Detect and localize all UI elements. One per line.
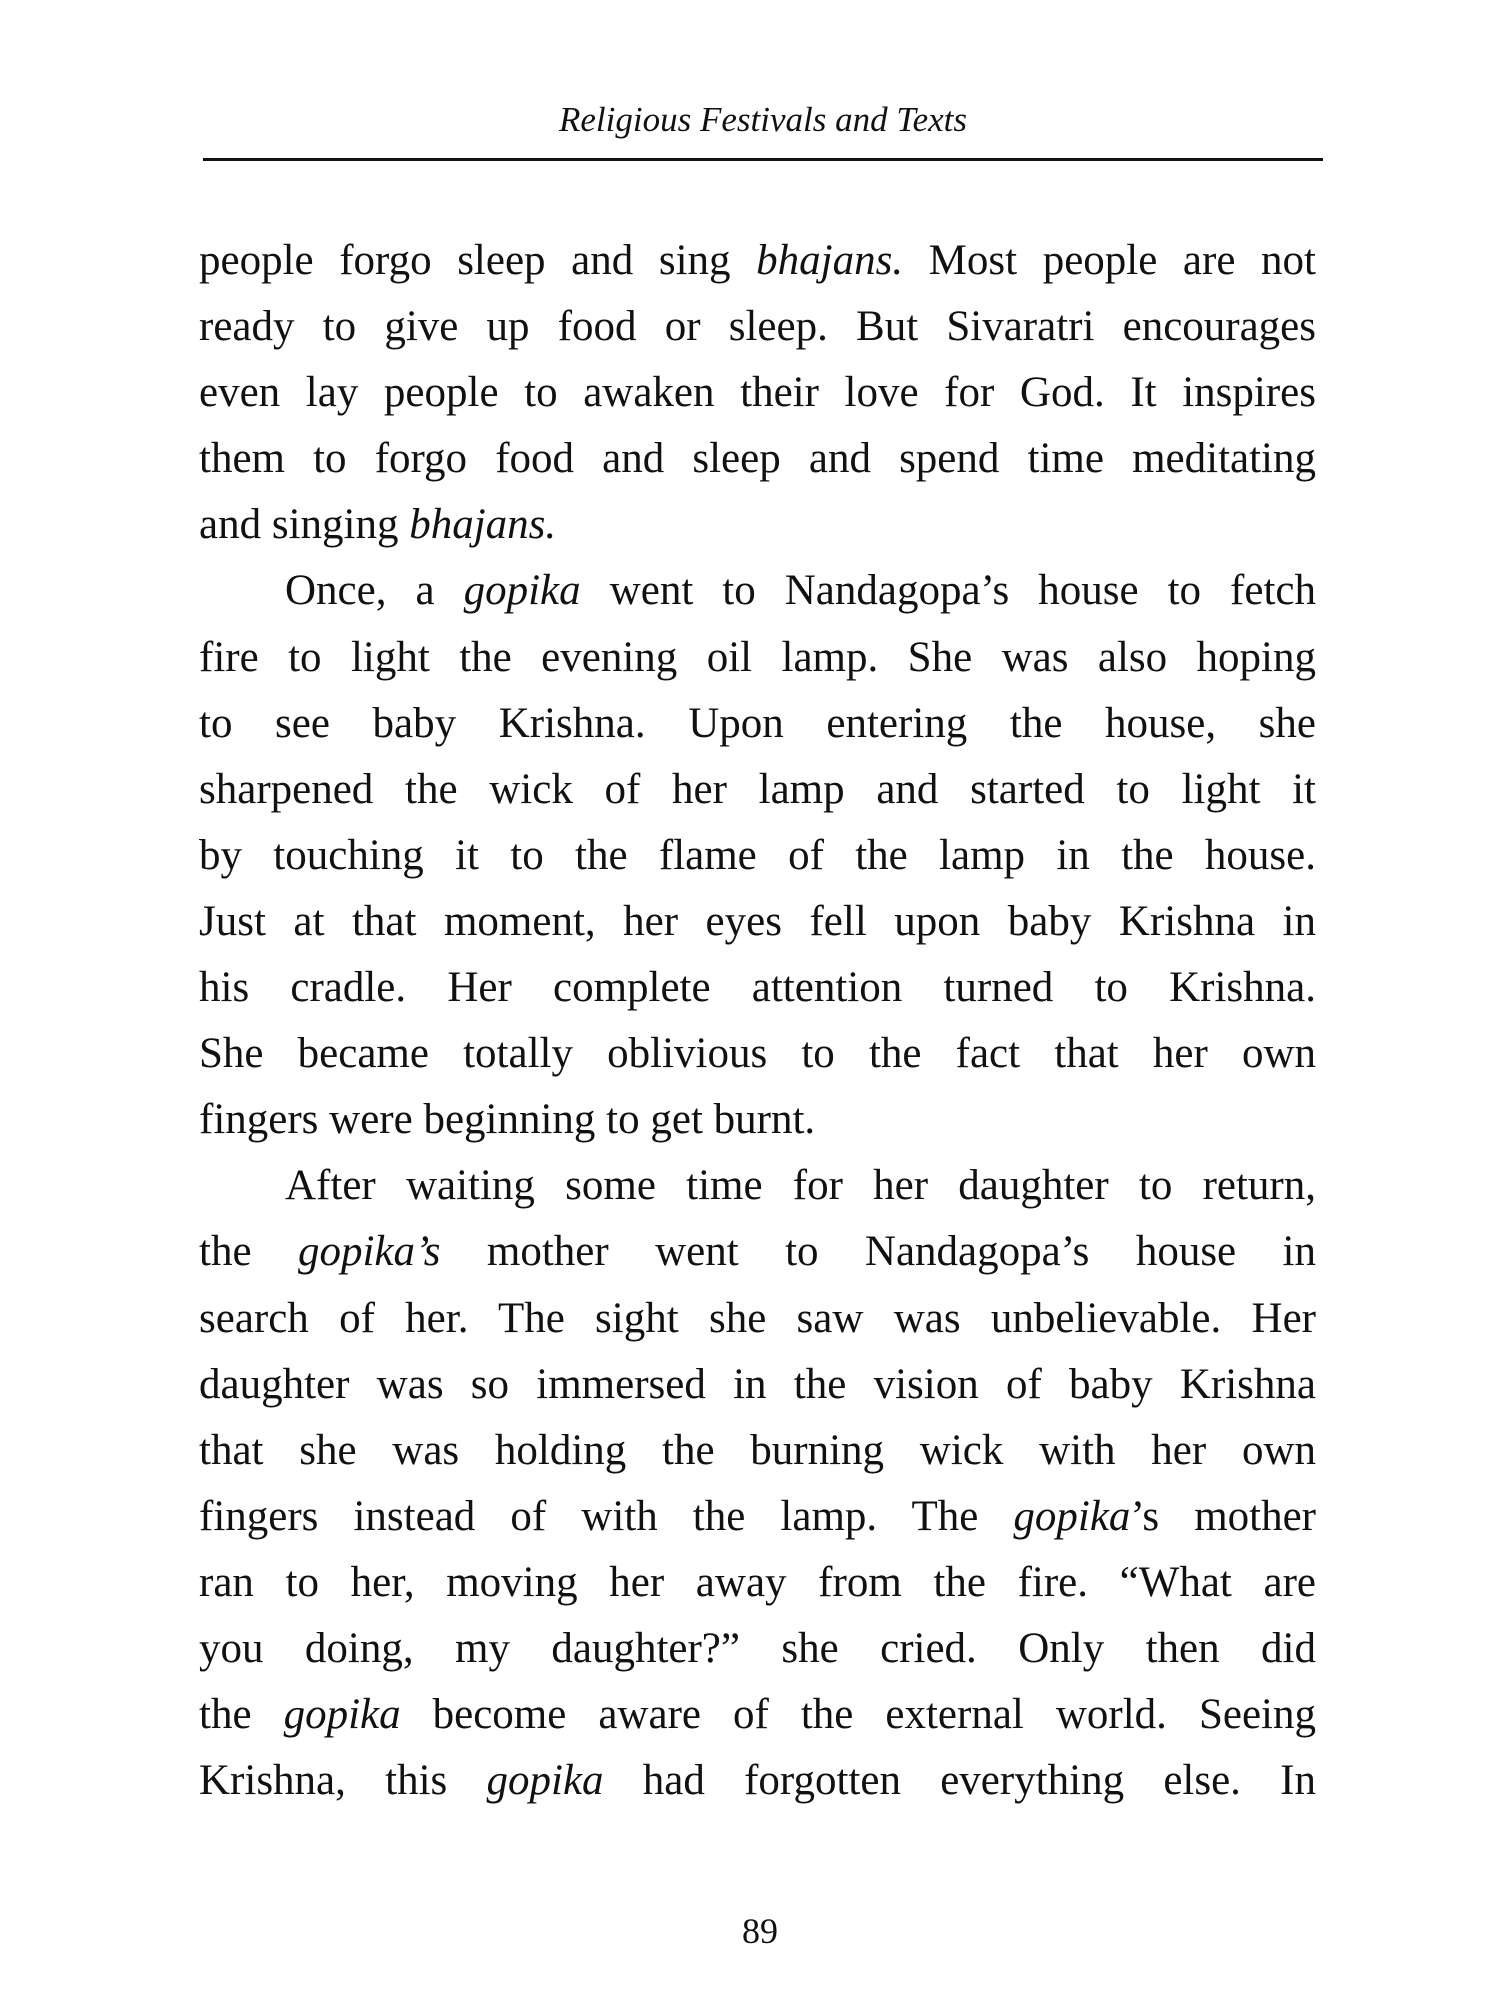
text-line <box>199 1219 1316 1285</box>
italic-term: gopika’s <box>297 1228 441 1276</box>
body-text <box>199 228 1316 1814</box>
text-segment: the <box>199 1691 284 1739</box>
text-segment: people forgo sleep and sing <box>199 237 757 284</box>
text-segment: She became totally oblivious to the fact that her own <box>199 1030 1316 1078</box>
page-number: 89 <box>742 1911 778 1951</box>
text-line <box>199 691 1316 757</box>
text-segment: After waiting some time for her daughter to return, <box>285 1162 1316 1210</box>
text-line <box>199 1418 1316 1484</box>
text-segment: to see baby Krishna. Upon entering the house, she <box>199 699 1316 747</box>
text-line <box>199 1286 1316 1352</box>
text-line <box>199 1021 1316 1087</box>
text-segment: sharpened the wick of her lamp and started to light it <box>199 765 1316 813</box>
text-line <box>199 360 1316 426</box>
text-line <box>199 558 1316 624</box>
text-segment: you doing, my daughter?” she cried. Only then did <box>199 1624 1316 1672</box>
text-line <box>199 492 1316 558</box>
text-segment: Krishna, this <box>199 1757 487 1805</box>
text-line <box>199 1087 1316 1153</box>
text-segment: Once, a <box>285 567 464 615</box>
text-segment: ready to give up food or sleep. But Sivaratri encourages <box>199 303 1316 351</box>
text-segment: even lay people to awaken their love for God. It inspires <box>199 369 1316 417</box>
text-segment: daughter was so immersed in the vision of baby Krishna <box>199 1360 1316 1408</box>
italic-term: gopika <box>486 1757 604 1805</box>
text-line <box>199 228 1316 294</box>
text-segment: had forgotten everything else. In <box>603 1757 1316 1805</box>
text-line <box>199 1616 1316 1682</box>
text-line <box>199 294 1316 360</box>
text-line <box>199 1550 1316 1616</box>
text-line <box>199 955 1316 1021</box>
text-segment: fingers were beginning to get burnt. <box>199 1096 816 1144</box>
text-segment: ran to her, moving her away from the fire. “What are <box>199 1558 1316 1606</box>
text-segment: fingers instead of with the lamp. The <box>199 1492 1014 1540</box>
italic-term: gopika <box>463 567 581 615</box>
text-segment: become aware of the external world. Seeing <box>400 1691 1316 1739</box>
text-segment: that she was holding the burning wick with her own <box>199 1426 1316 1474</box>
running-header: Religious Festivals and Texts <box>559 100 967 139</box>
text-line <box>199 1484 1316 1550</box>
text-line <box>199 823 1316 889</box>
italic-term: gopika <box>1013 1492 1131 1540</box>
text-line <box>199 1352 1316 1418</box>
text-segment: his cradle. Her complete attention turned to Krishna. <box>199 964 1316 1012</box>
italic-term: bhajans. <box>756 237 904 284</box>
text-line <box>199 1153 1316 1219</box>
text-segment: mother went to Nandagopa’s house in <box>440 1228 1316 1276</box>
text-line <box>199 426 1316 492</box>
text-segment: the <box>199 1228 298 1276</box>
text-segment: search of her. The sight she saw was unbelievable. Her <box>199 1294 1316 1342</box>
italic-term: gopika <box>283 1691 401 1739</box>
text-line <box>199 625 1316 691</box>
text-line <box>199 757 1316 823</box>
text-segment: them to forgo food and sleep and spend time meditating <box>199 435 1316 483</box>
italic-term: bhajans. <box>409 501 557 549</box>
text-segment: by touching it to the flame of the lamp in the house. <box>199 831 1316 879</box>
text-segment: ’s mother <box>1130 1492 1316 1540</box>
text-segment: Most people are not <box>903 237 1316 284</box>
text-line <box>199 1682 1316 1748</box>
text-segment: fire to light the evening oil lamp. She was also hoping <box>199 633 1316 681</box>
header-rule <box>203 158 1323 161</box>
text-segment: Just at that moment, her eyes fell upon baby Krishna in <box>199 897 1316 945</box>
text-line <box>199 1748 1316 1814</box>
text-segment: went to Nandagopa’s house to fetch <box>580 567 1316 615</box>
text-line <box>199 889 1316 955</box>
text-segment: and singing <box>199 501 410 549</box>
